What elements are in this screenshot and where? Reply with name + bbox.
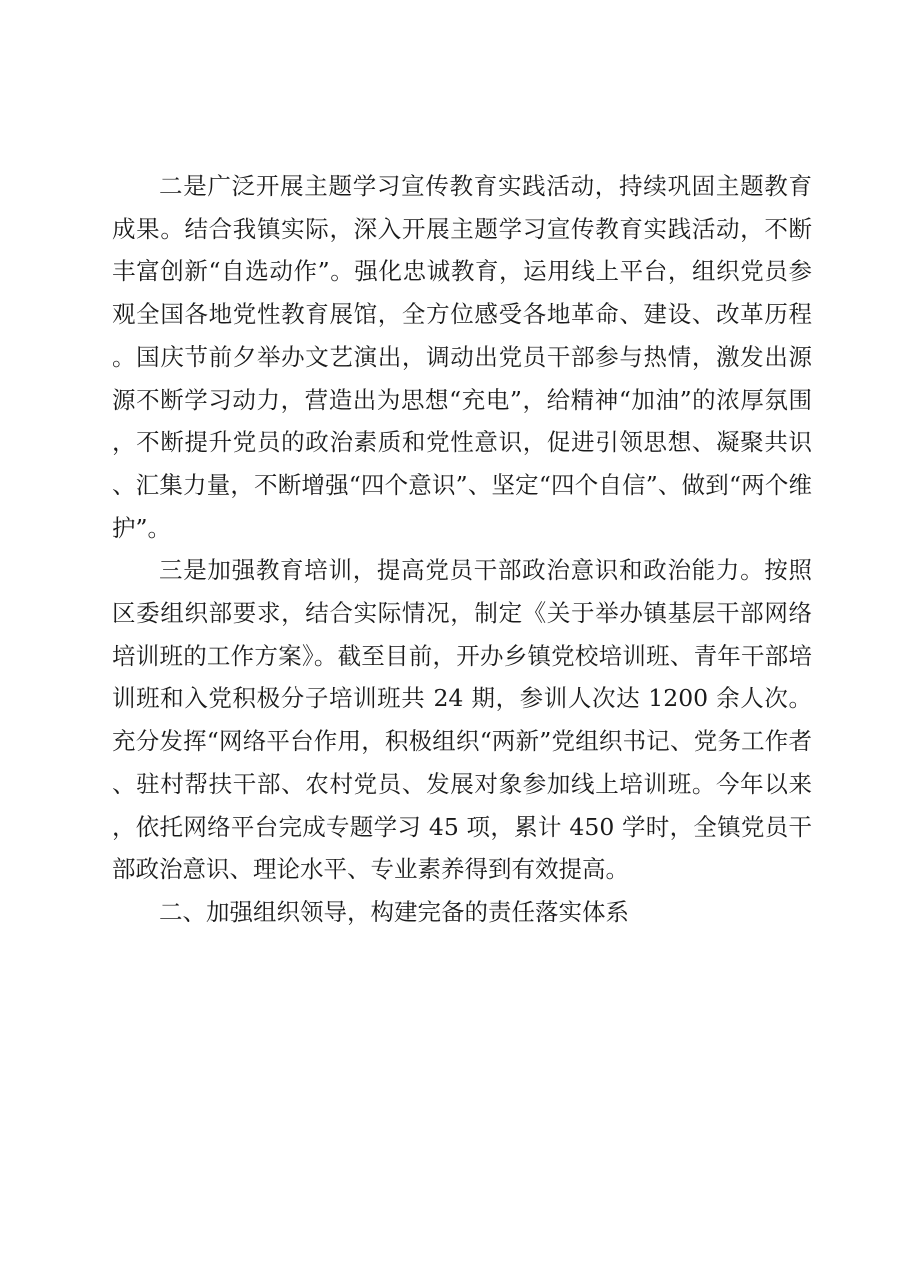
document-body	[112, 165, 812, 934]
paragraph-training: 三是加强教育培训，提高党员干部政治意识和政治能力。按照区委组织部要求，结合实际情况，制定《关于举办镇基层干部网络培训班的工作方案》。截至目前，开办乡镇党校培训班、青年干部培训班和入党积极分子培训班共 24 期，参训人次达 1200 余人次。充分发挥“网络平台作用，积极组织“两新”党组织书记、党务工作者、驻村帮扶干部、农村党员、发展对象参加线上培训班。今年以来，依托网络平台完成专题学习 45 项，累计 450 学时，全镇党员干部政治意识、理论水平、专业素养得到有效提高。	[112, 556, 812, 884]
section-heading: 二、加强组织领导，构建完备的责任落实体系	[159, 897, 629, 926]
paragraph-theme-education: 二是广泛开展主题学习宣传教育实践活动，持续巩固主题教育成果。结合我镇实际，深入开展主题学习宣传教育实践活动，不断丰富创新“自选动作”。强化忠诚教育，运用线上平台，组织党员参观全国各地党性教育展馆，全方位感受各地革命、建设、改革历程。国庆节前夕举办文艺演出，调动出党员干部参与热情，激发出源源不断学习动力，营造出为思想“充电”，给精神“加油”的浓厚氛围，不断提升党员的政治素质和党性意识，促进引领思想、凝聚共识、汇集力量，不断增强“四个意识”、坚定“四个自信”、做到“两个维护”。	[112, 172, 812, 542]
